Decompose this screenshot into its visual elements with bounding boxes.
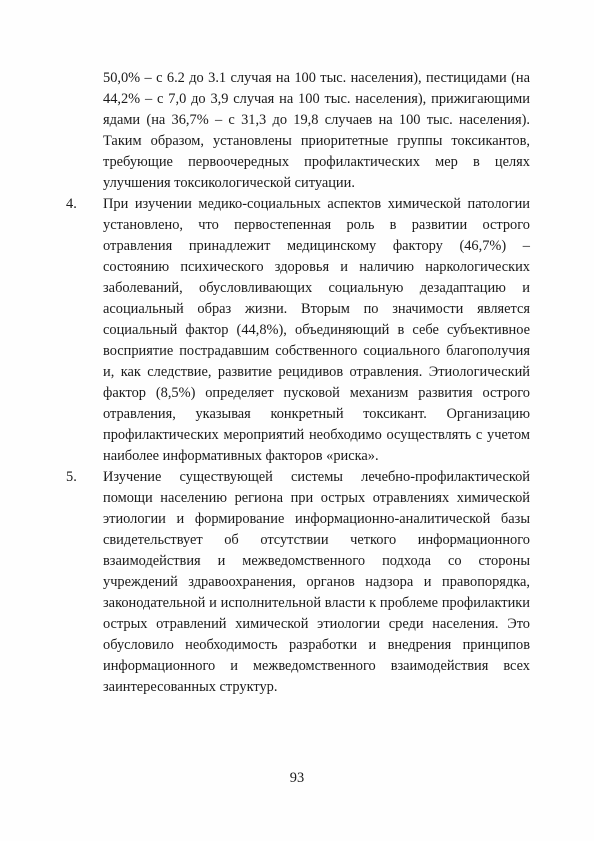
list-item-number: 4. [66, 196, 77, 212]
list-item-text: Изучение существующей системы лечебно-профилактической помощи населению региона при острых отравлениях химической этиологии и формирование информационно-аналитической базы свидетельствует об отсутствии четкого информационного взаимодействия и межведомственного подхода со стороны учреждений здравоохранения, органов надзора и правопорядка, законодательной и исполнительной власти к проблеме профилактики острых отравлений химической этиологии среди населения. Это обусловило необходимость разработки и внедрения принципов информационного и межведомственного взаимодействия всех заинтересованных структур. [103, 469, 530, 695]
page-number: 93 [289, 770, 305, 786]
list-item-4 [66, 194, 530, 467]
list-item-text: При изучении медико-социальных аспектов химической патологии установлено, что первостепенная роль в развитии острого отравления принадлежит медицинскому фактору (46,7%) – состоянию психического здоровья и наличию наркологических заболеваний, обусловливающих социальную дезадаптацию и асоциальный образ жизни. Вторым по значимости является социальный фактор (44,8%), объединяющий в себе субъективное восприятие пострадавшим собственного социального благополучия и, как следствие, развитие рецидивов отравления. Этиологический фактор (8,5%) определяет пусковой механизм развития острого отравления, указывая конкретный токсикант. Организацию профилактических мероприятий необходимо осуществлять с учетом наиболее информативных факторов «риска». [103, 196, 530, 464]
body-text [66, 68, 530, 698]
list-item-5 [66, 467, 530, 698]
list-item-number: 5. [66, 469, 77, 485]
continuation-paragraph: 50,0% – с 6.2 до 3.1 случая на 100 тыс. населения), пестицидами (на 44,2% – с 7,0 до 3,9 случая на 100 тыс. населения), прижигающими ядами (на 36,7% – с 31,3 до 19,8 случаев на 100 тыс. населения). Таким образом, установлены приоритетные группы токсикантов, требующие первоочередных профилактических мер в целях улучшения токсикологической ситуации. [103, 70, 530, 191]
